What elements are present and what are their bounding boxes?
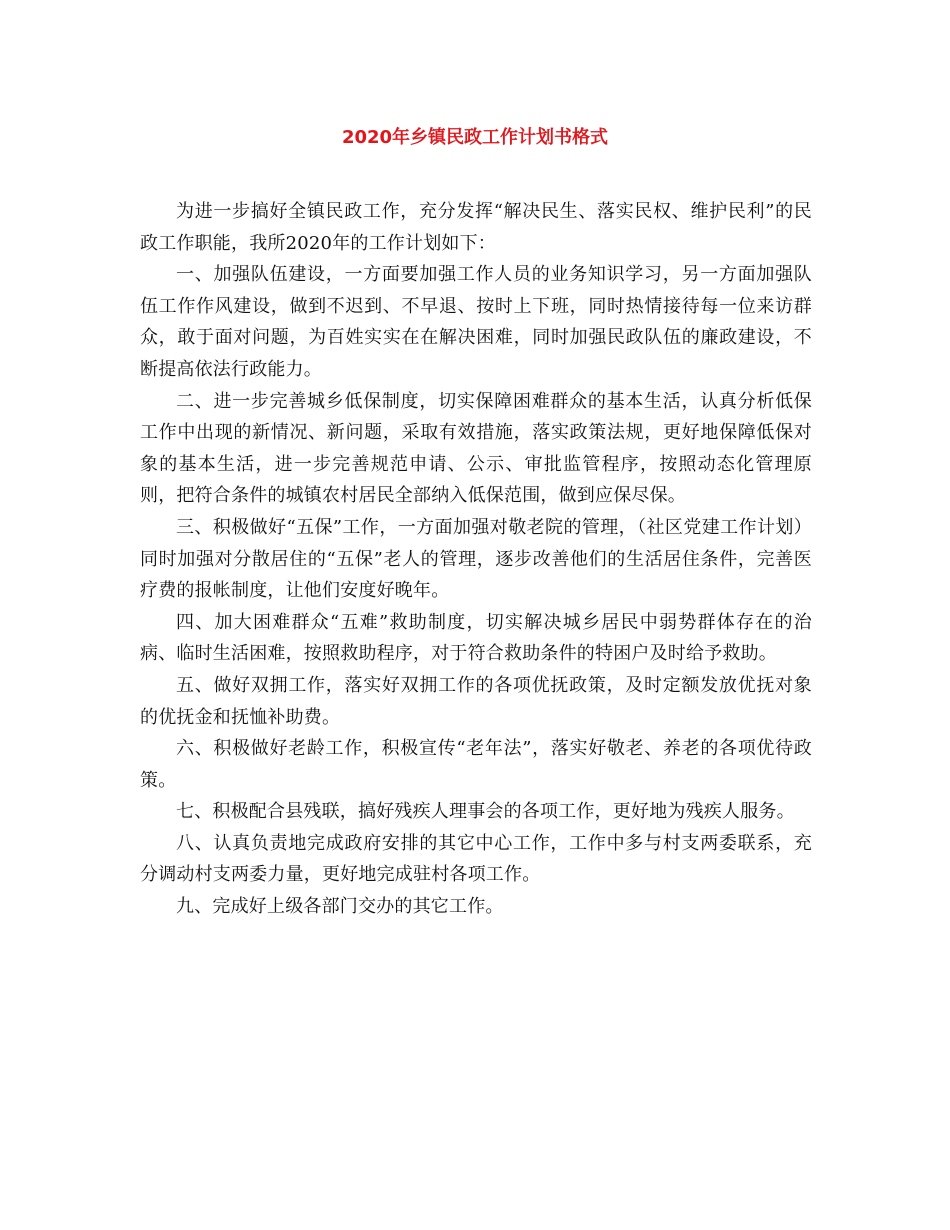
intro-paragraph: 为进一步搞好全镇民政工作，充分发挥“解决民生、落实民权、维护民利”的民政工作职能，我所2020年的工作计划如下： xyxy=(140,201,812,254)
plan-item-3: 三、积极做好“五保”工作，一方面加强对敬老院的管理，（社区党建工作计划）同时加强对分散居住的“五保”老人的管理，逐步改善他们的生活居住条件，完善医疗费的报帐制度，让他们安度好晚年。 xyxy=(140,516,812,602)
document-body xyxy=(140,196,812,923)
plan-item-1: 一、加强队伍建设，一方面要加强工作人员的业务知识学习，另一方面加强队伍工作作风建设，做到不迟到、不早退、按时上下班，同时热情接待每一位来访群众，敢于面对问题，为百姓实实在在解决困难，同时加强民政队伍的廉政建设，不断提高依法行政能力。 xyxy=(140,264,812,380)
plan-item-8: 八、认真负责地完成政府安排的其它中心工作，工作中多与村支两委联系，充分调动村支两委力量，更好地完成驻村各项工作。 xyxy=(140,832,812,886)
document-title: 2020年乡镇民政工作计划书格式 xyxy=(341,127,609,148)
plan-item-5: 五、做好双拥工作，落实好双拥工作的各项优抚政策，及时定额发放优抚对象的优抚金和抚恤补助费。 xyxy=(140,674,812,728)
plan-item-6: 六、积极做好老龄工作，积极宣传“老年法”，落实好敬老、养老的各项优待政策。 xyxy=(140,738,812,791)
plan-item-2: 二、进一步完善城乡低保制度，切实保障困难群众的基本生活，认真分析低保工作中出现的新情况、新问题，采取有效措施，落实政策法规，更好地保障低保对象的基本生活，进一步完善规范申请、公示、审批监管程序，按照动态化管理原则，把符合条件的城镇农村居民全部纳入低保范围，做到应保尽保。 xyxy=(140,390,812,507)
plan-item-4: 四、加大困难群众“五难”救助制度，切实解决城乡居民中弱势群体存在的治病、临时生活困难，按照救助程序，对于符合救助条件的特困户及时给予救助。 xyxy=(140,611,812,665)
plan-item-9: 九、完成好上级各部门交办的其它工作。 xyxy=(176,896,504,918)
plan-item-7: 七、积极配合县残联，搞好残疾人理事会的各项工作，更好地为残疾人服务。 xyxy=(176,801,795,823)
